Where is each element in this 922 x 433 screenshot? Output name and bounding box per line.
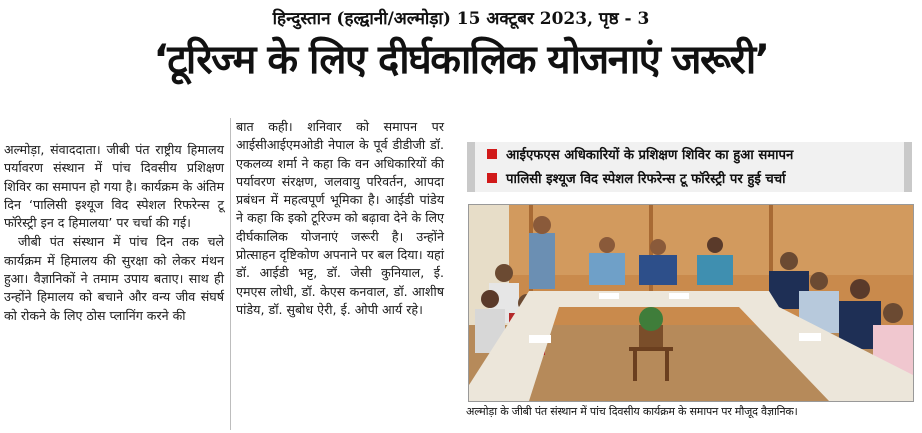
subhead-item	[475, 166, 904, 190]
meeting-photo	[468, 204, 914, 402]
article-paragraph: बात कही। शनिवार को समापन पर आईसीआईएमओडी नेपाल के पूर्व डीडीजी डॉ. एकलव्य शर्मा ने कहा कि वन अधिकारियों की पर्यावरण संरक्षण, जलवायु परिवर्तन, आपदा प्रबंधन में महत्वपूर्ण भूमिका है। आईडी पांडेय ने कहा कि इको टूरिज्म को बढ़ावा देने के लिए दीर्घकालिक योजनाएं जरूरी है। उन्होंने प्रोत्साहन दृष्टिकोण अपनाने पर बल दिया। यहां डॉ. आईडी भट्ट, डॉ. जेसी कुनियाल, ई. एमएस लोधी, डॉ. केएस कनवाल, डॉ. आशीष पांडेय, डॉ. सुबोध ऐरी, ई. ओपी आर्य रहे।	[236, 119, 444, 317]
headline: ‘टूरिज्म के लिए दीर्घकालिक योजनाएं जरूरी’	[153, 37, 769, 83]
article-paragraph: अल्मोड़ा, संवाददाता। जीबी पंत राष्ट्रीय हिमालय पर्यावरण संस्थान में पांच दिवसीय प्रशिक्षण शिविर का समापन हो गया है। कार्यक्रम के अंतिम दिन ‘पालिसी इश्यूज विद स्पेशल रिफरेन्स टू फॉरेस्ट्री इन द हिमालया’ पर चर्चा की गई।	[4, 142, 224, 231]
square-bullet-icon	[487, 149, 497, 159]
subhead-text: आईएफएस अधिकारियों के प्रशिक्षण शिविर का हुआ समापन	[506, 148, 794, 163]
subheads-panel	[467, 142, 912, 192]
article-column-1	[4, 141, 224, 325]
subhead-text: पालिसी इश्यूज विद स्पेशल रिफरेन्स टू फॉरेस्ट्री पर हुई चर्चा	[506, 172, 786, 187]
subhead-item	[475, 142, 904, 166]
column-divider	[230, 118, 231, 430]
article-column-2	[236, 118, 444, 319]
article-paragraph: जीबी पंत संस्थान में पांच दिन तक चले कार्यक्रम में हिमालय की सुरक्षा को लेकर मंथन हुआ। वैज्ञानिकों ने तमाम उपाय बताए। साथ ही उन्होंने हिमालय को बचाने और वन्य जीव संघर्ष को रोकने के लिए ठोस प्लानिंग करने की	[4, 234, 224, 323]
photo-caption: अल्मोड़ा के जीबी पंत संस्थान में पांच दिवसीय कार्यक्रम के समापन पर मौजूद वैज्ञानिक।	[466, 405, 798, 418]
square-bullet-icon	[487, 173, 497, 183]
newspaper-dateline: हिन्दुस्तान (हल्द्वानी/अल्मोड़ा) 15 अक्टूबर 2023, पृष्ठ - 3	[272, 9, 650, 29]
